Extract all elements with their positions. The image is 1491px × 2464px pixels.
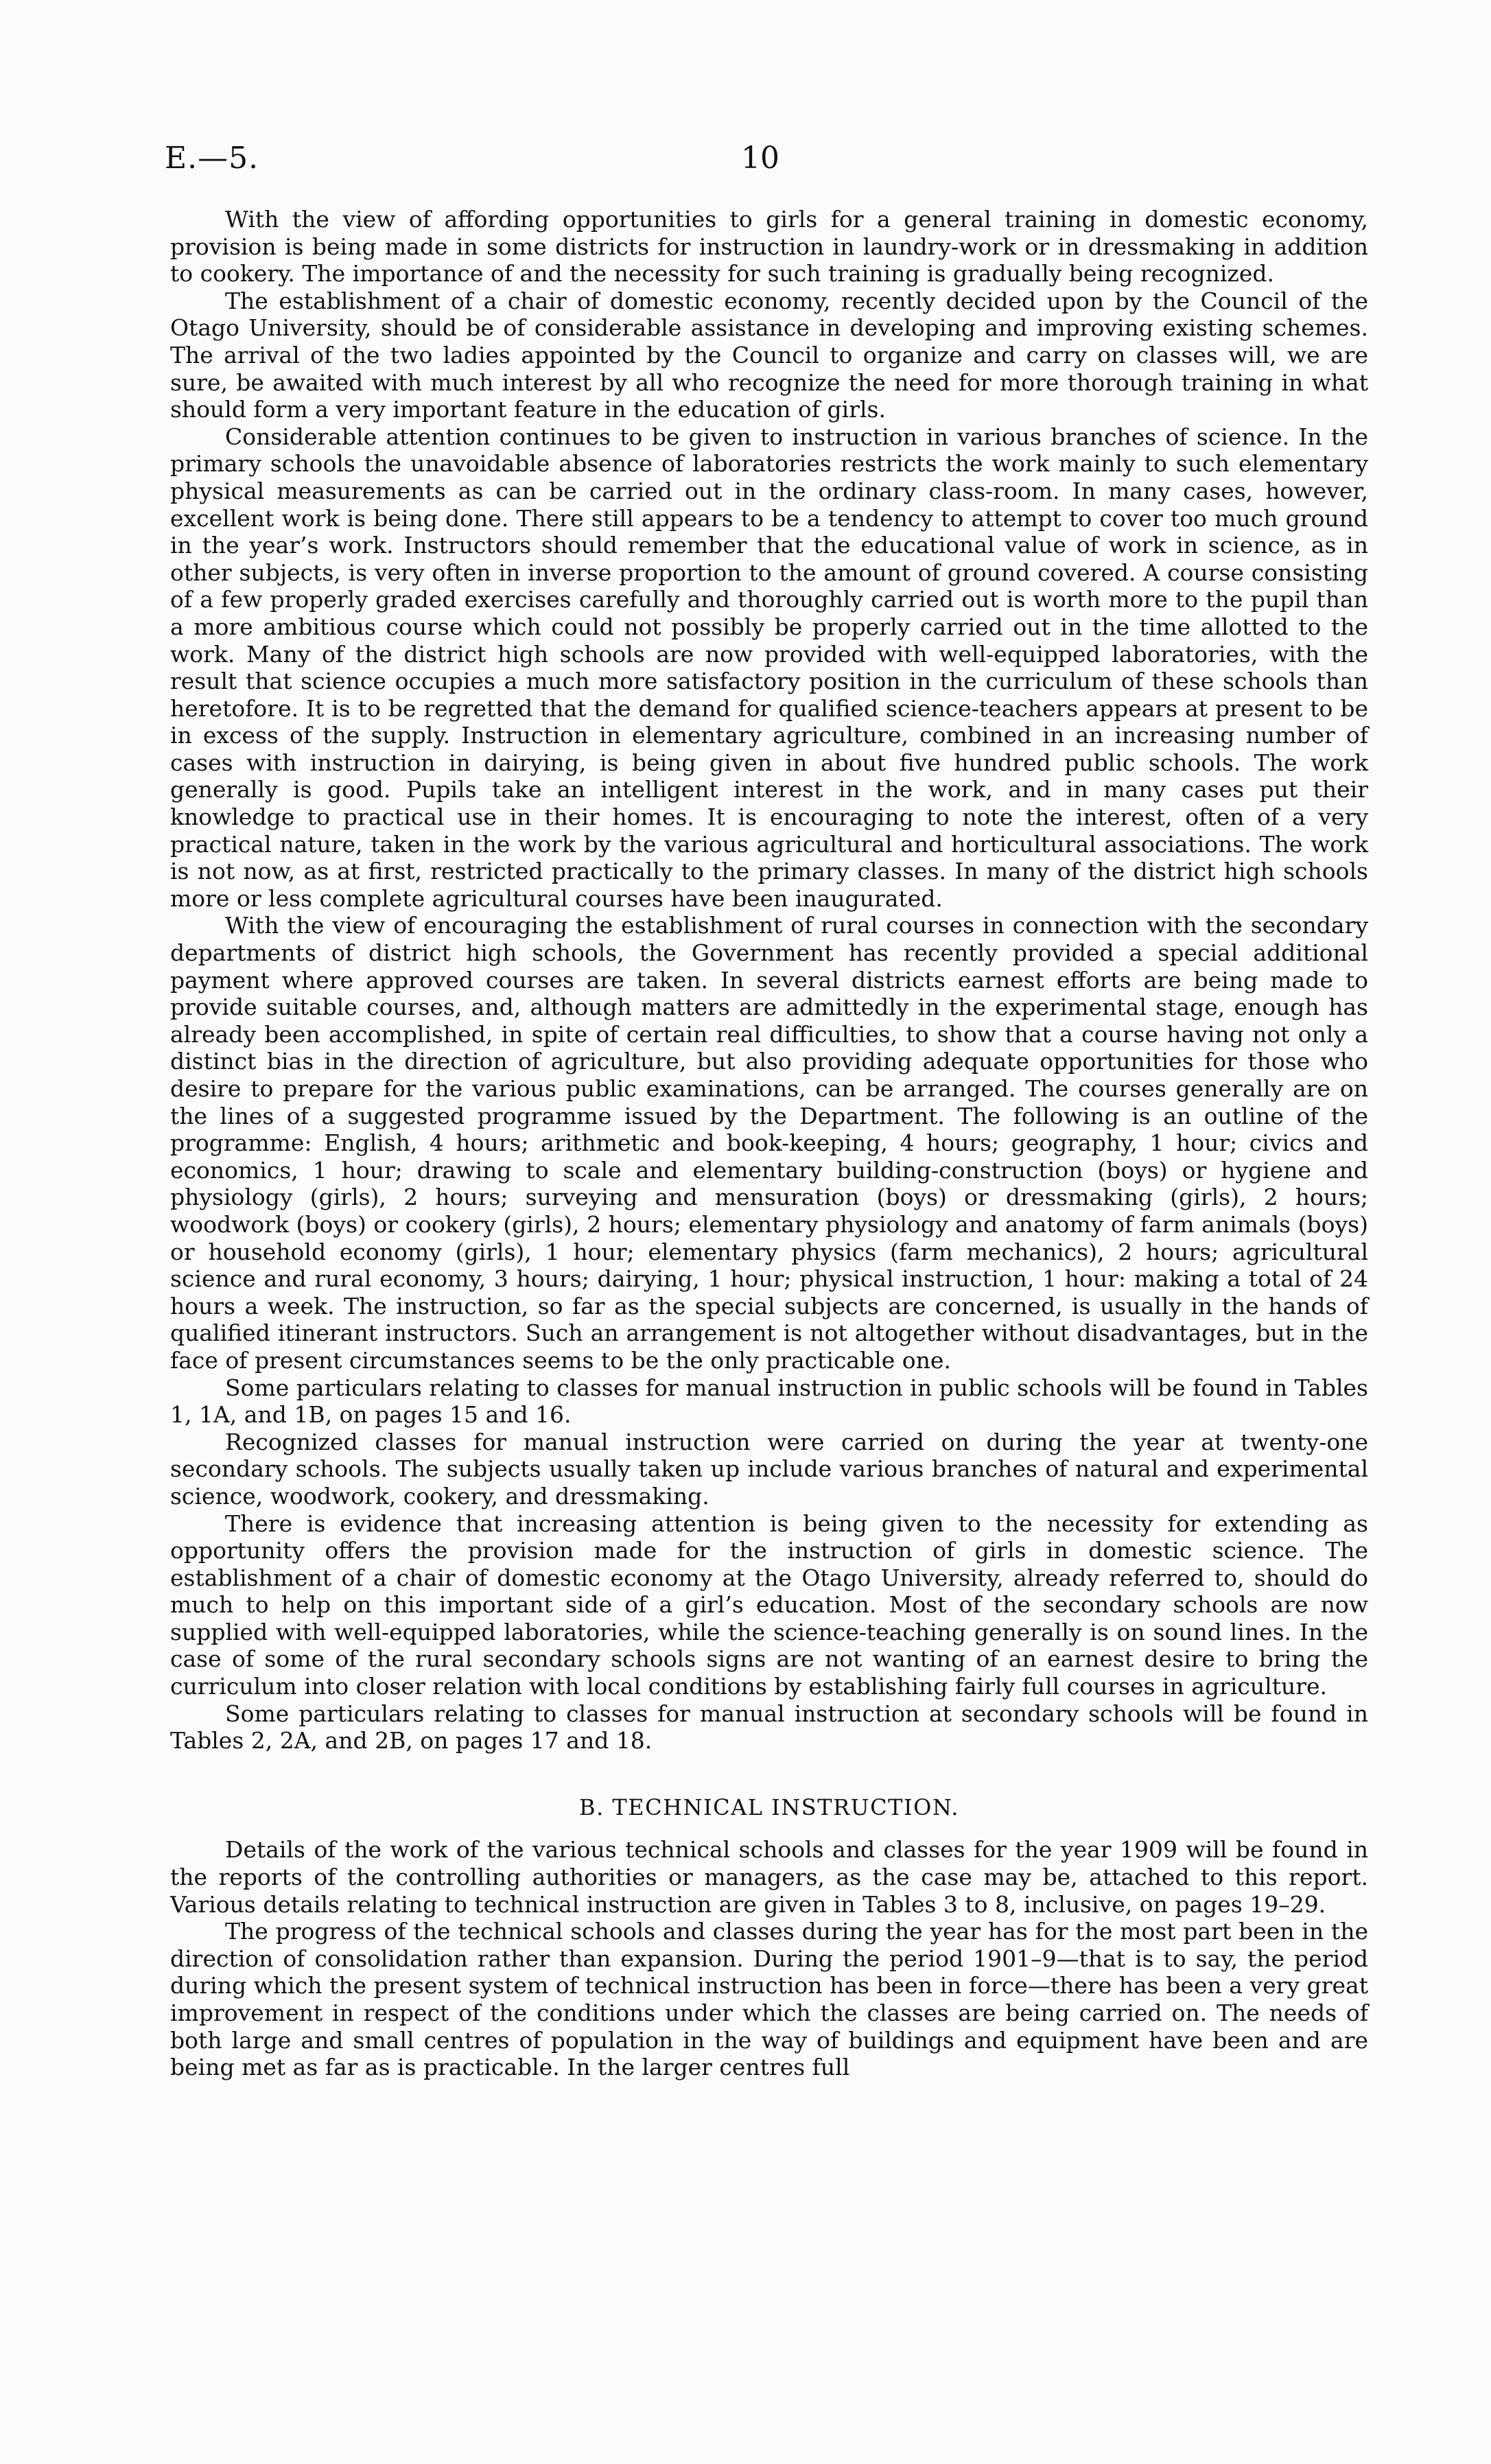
body-text [170, 206, 1368, 2081]
paragraph: Details of the work of the various technical schools and classes for the year 1909 will be found in the reports of the controlling authorities or managers, as the case may be, attached to this report. Various details relating to technical instruction are given in Tables 3 to 8, inclusive, on pages 19–29. [170, 1836, 1368, 1918]
page-number: 10 [741, 141, 779, 176]
paragraph: With the view of encouraging the establishment of rural courses in connection with the secondary departments of district high schools, the Government has recently provided a special additional payment where approved courses are taken. In several districts earnest efforts are being made to provide suitable courses, and, although matters are admittedly in the experimental stage, enough has already been accomplished, in spite of certain real difficulties, to show that a course having not only a distinct bias in the direction of agriculture, but also providing adequate opportunities for those who desire to prepare for the various public examinations, can be arranged. The courses generally are on the lines of a suggested programme issued by the Department. The following is an outline of the programme: English, 4 hours; arithmetic and book-keeping, 4 hours; geography, 1 hour; civics and economics, 1 hour; drawing to scale and elementary building-construction (boys) or hygiene and physiology (girls), 2 hours; surveying and mensuration (boys) or dressmaking (girls), 2 hours; woodwork (boys) or cookery (girls), 2 hours; elementary physiology and anatomy of farm animals (boys) or household economy (girls), 1 hour; elementary physics (farm mechanics), 2 hours; agricultural science and rural economy, 3 hours; dairying, 1 hour; physical instruction, 1 hour: making a total of 24 hours a week. The instruction, so far as the special subjects are concerned, is usually in the hands of qualified itinerant instructors. Such an arrangement is not altogether without disadvantages, but in the face of present circumstances seems to be the only practicable one. [170, 912, 1368, 1374]
paragraph: The progress of the technical schools and classes during the year has for the most part been in the direction of consolidation rather than expansion. During the period 1901–9—that is to say, the period during which the present system of technical instruction has been in force—there has been a very great improvement in respect of the conditions under which the classes are being carried on. The needs of both large and small centres of population in the way of buildings and equipment have been and are being met as far as is practicable. In the larger centres full [170, 1918, 1368, 2081]
paragraph: Recognized classes for manual instruction were carried on during the year at twenty-one secondary schools. The subjects usually taken up include various branches of natural and experimental science, woodwork, cookery, and dressmaking. [170, 1428, 1368, 1510]
paragraph: Considerable attention continues to be given to instruction in various branches of science. In the primary schools the unavoidable absence of laboratories restricts the work mainly to such elementary physical measurements as can be carried out in the ordinary class-room. In many cases, however, excellent work is being done. There still appears to be a tendency to attempt to cover too much ground in the year’s work. Instructors should remember that the educational value of work in science, as in other subjects, is very often in inverse proportion to the amount of ground covered. A course consisting of a few properly graded exercises carefully and thoroughly carried out is worth more to the pupil than a more ambitious course which could not possibly be properly carried out in the time allotted to the work. Many of the district high schools are now provided with well-equipped laboratories, with the result that science occupies a much more satisfactory position in the curriculum of these schools than heretofore. It is to be regretted that the demand for qualified science-teachers appears at present to be in excess of the supply. Instruction in elementary agriculture, combined in an increasing number of cases with instruction in dairying, is being given in about five hundred public schools. The work generally is good. Pupils take an intelligent interest in the work, and in many cases put their knowledge to practical use in their homes. It is encouraging to note the interest, often of a very practical nature, taken in the work by the various agricultural and horticultural associations. The work is not now, as at first, restricted practically to the primary classes. In many of the district high schools more or less complete agricultural courses have been inaugurated. [170, 423, 1368, 912]
paragraph: There is evidence that increasing attention is being given to the necessity for extending as opportunity offers the provision made for the instruction of girls in domestic science. The establishment of a chair of domestic economy at the Otago University, already referred to, should do much to help on this important side of a girl’s education. Most of the secondary schools are now supplied with well-equipped laboratories, while the science-teaching generally is on sound lines. In the case of some of the rural secondary schools signs are not wanting of an earnest desire to bring the curriculum into closer relation with local conditions by establishing fairly full courses in agriculture. [170, 1510, 1368, 1700]
page-header [165, 141, 1372, 182]
document-reference: E.—5. [165, 141, 259, 176]
paragraph: The establishment of a chair of domestic economy, recently decided upon by the Council of the Otago University, should be of considerable assistance in developing and improving existing schemes. The arrival of the two ladies appointed by the Council to organize and carry on classes will, we are sure, be awaited with much interest by all who recognize the need for more thorough training in what should form a very important feature in the education of girls. [170, 287, 1368, 423]
paragraph: Some particulars relating to classes for manual instruction at secondary schools will be found in Tables 2, 2A, and 2B, on pages 17 and 18. [170, 1700, 1368, 1755]
paragraph: With the view of affording opportunities to girls for a general training in domestic economy, provision is being made in some districts for instruction in laundry-work or in dressmaking in addition to cookery. The importance of and the necessity for such training is gradually being recognized. [170, 206, 1368, 288]
section-heading: B. TECHNICAL INSTRUCTION. [579, 1794, 959, 1820]
paragraph: Some particulars relating to classes for manual instruction in public schools will be found in Tables 1, 1A, and 1B, on pages 15 and 16. [170, 1374, 1368, 1429]
